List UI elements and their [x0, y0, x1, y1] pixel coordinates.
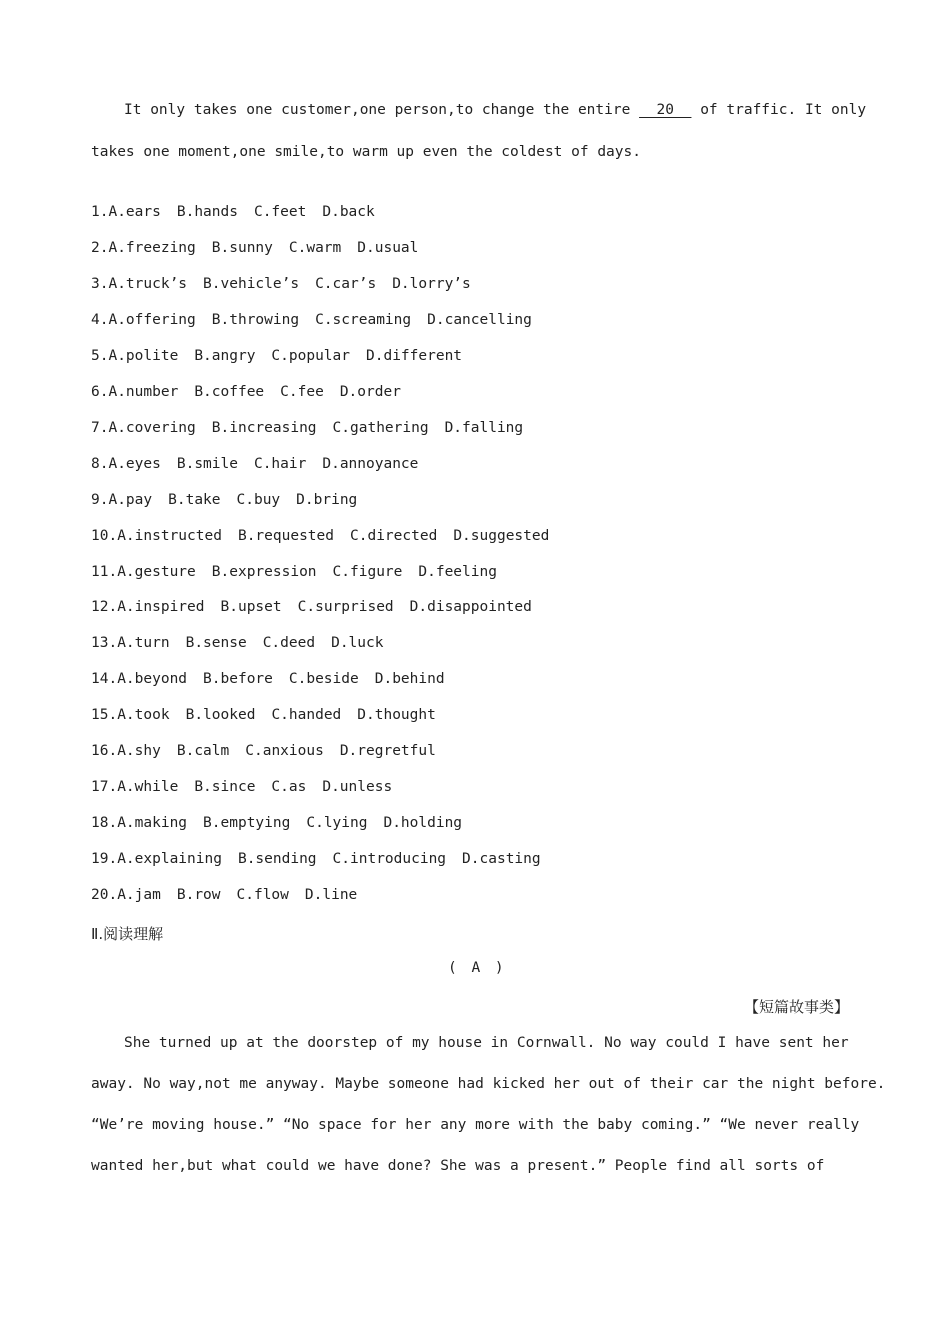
- option-d: D.disappointed: [409, 599, 532, 616]
- option-b: B.looked: [185, 707, 256, 724]
- option-a: A.freezing: [108, 239, 196, 256]
- option-b: B.calm: [176, 743, 230, 760]
- question-row: [91, 779, 392, 795]
- question-row: [91, 456, 418, 472]
- question-number: 16.: [91, 743, 118, 760]
- option-d: D.regretful: [339, 743, 436, 760]
- option-c: C.warm: [288, 239, 342, 256]
- passage-line-3: “We’re moving house.” “No space for her any more with the baby coming.” “We never really: [91, 1117, 860, 1133]
- option-b: B.throwing: [211, 311, 300, 328]
- option-d: D.different: [366, 347, 463, 364]
- option-d: D.falling: [444, 419, 524, 436]
- answer-blank: 20: [639, 102, 692, 118]
- option-c: C.car’s: [315, 275, 377, 292]
- option-a: A.offering: [108, 311, 196, 328]
- option-c: C.figure: [332, 563, 403, 580]
- question-number: 10.: [91, 527, 118, 544]
- option-d: D.annoyance: [322, 455, 419, 472]
- option-a: A.jam: [117, 887, 161, 904]
- question-number: 20.: [91, 887, 118, 904]
- option-a: A.covering: [108, 419, 196, 436]
- question-row: [91, 276, 471, 292]
- option-a: A.beyond: [117, 671, 188, 688]
- part-label: ( A ): [448, 960, 504, 976]
- option-c: C.buy: [236, 491, 281, 508]
- question-number: 14.: [91, 671, 118, 688]
- option-b: B.angry: [194, 347, 256, 364]
- option-a: A.ears: [108, 204, 161, 220]
- question-number: 8.: [91, 455, 109, 472]
- option-c: C.gathering: [332, 419, 429, 436]
- option-d: D.casting: [462, 851, 541, 868]
- option-c: C.hair: [253, 455, 307, 472]
- question-row: [91, 312, 532, 328]
- question-number: 19.: [91, 851, 118, 868]
- passage-line-2: away. No way,not me anyway. Maybe someone had kicked her out of their car the night before.: [91, 1076, 886, 1092]
- question-row: [91, 204, 375, 220]
- option-a: A.explaining: [117, 851, 222, 868]
- option-c: C.handed: [271, 707, 342, 724]
- question-number: 2.: [91, 239, 109, 256]
- question-number: 17.: [91, 779, 118, 796]
- question-number: 15.: [91, 707, 118, 724]
- option-b: B.smile: [176, 455, 238, 472]
- question-number: 12.: [91, 599, 118, 616]
- passage-line-4: wanted her,but what could we have done? She was a present.” People find all sorts of: [91, 1158, 825, 1174]
- option-a: A.polite: [108, 347, 179, 364]
- option-d: D.feeling: [418, 563, 497, 580]
- option-d: D.cancelling: [427, 311, 532, 328]
- option-d: D.bring: [296, 491, 358, 508]
- option-c: C.introducing: [332, 851, 447, 868]
- option-c: C.directed: [350, 527, 438, 544]
- option-b: B.before: [203, 671, 273, 688]
- question-row: [91, 528, 549, 544]
- option-a: A.truck’s: [108, 275, 188, 292]
- question-number: 6.: [91, 383, 109, 400]
- question-row: [91, 240, 418, 256]
- question-row: [91, 420, 523, 436]
- option-b: B.sense: [185, 635, 247, 652]
- option-c: C.screaming: [315, 311, 412, 328]
- option-d: D.lorry’s: [392, 275, 471, 292]
- option-a: A.inspired: [117, 599, 205, 616]
- option-a: A.shy: [117, 743, 161, 760]
- question-row: [91, 564, 497, 580]
- question-row: [91, 851, 541, 867]
- intro-line-1: [124, 102, 866, 118]
- option-b: B.sunny: [211, 239, 273, 256]
- option-c: C.flow: [236, 887, 289, 904]
- question-number: 9.: [91, 491, 109, 508]
- option-b: B.vehicle’s: [203, 275, 300, 292]
- option-a: A.number: [108, 383, 179, 400]
- option-b: B.since: [194, 779, 256, 796]
- option-d: D.thought: [357, 707, 436, 724]
- passage-line-1: She turned up at the doorstep of my house in Cornwall. No way could I have sent her: [124, 1035, 849, 1051]
- option-b: B.sending: [237, 851, 317, 868]
- option-d: D.unless: [322, 779, 393, 796]
- question-number: 18.: [91, 815, 118, 832]
- option-c: C.popular: [271, 347, 350, 364]
- option-a: A.took: [117, 707, 170, 724]
- option-d: D.line: [304, 887, 358, 904]
- question-row: [91, 743, 436, 759]
- section-heading: Ⅱ.阅读理解: [91, 925, 164, 943]
- question-row: [91, 348, 462, 364]
- option-c: C.beside: [288, 671, 359, 688]
- option-a: A.while: [117, 779, 179, 796]
- option-c: C.surprised: [297, 599, 394, 616]
- option-a: A.eyes: [108, 455, 161, 472]
- option-d: D.behind: [374, 671, 445, 688]
- option-b: B.expression: [211, 563, 317, 580]
- question-number: 13.: [91, 635, 118, 652]
- option-d: D.suggested: [453, 527, 550, 544]
- intro-line-2: takes one moment,one smile,to warm up even the coldest of days.: [91, 144, 641, 160]
- option-b: B.row: [176, 887, 221, 904]
- question-row: [91, 707, 436, 723]
- option-c: C.as: [271, 779, 307, 796]
- question-row: [91, 635, 383, 651]
- question-number: 5.: [91, 347, 109, 364]
- question-number: 3.: [91, 275, 109, 292]
- option-a: A.making: [117, 815, 188, 832]
- option-b: B.coffee: [194, 383, 265, 400]
- option-a: A.turn: [117, 635, 170, 652]
- option-d: D.order: [339, 383, 401, 400]
- option-b: B.take: [168, 491, 221, 508]
- option-b: B.increasing: [211, 419, 317, 436]
- option-a: A.instructed: [117, 527, 222, 544]
- intro-text-after: of traffic. It only: [700, 102, 867, 118]
- option-d: D.holding: [383, 815, 463, 832]
- option-a: A.gesture: [117, 563, 196, 580]
- option-b: B.emptying: [203, 815, 291, 832]
- option-b: B.upset: [220, 599, 282, 616]
- option-c: C.anxious: [245, 743, 324, 760]
- question-number: 7.: [91, 419, 109, 436]
- option-b: B.requested: [237, 527, 334, 544]
- intro-text-before: It only takes one customer,one person,to change the entire: [124, 102, 631, 118]
- option-c: C.deed: [262, 635, 316, 652]
- question-number: 1.: [91, 204, 109, 220]
- question-number: 4.: [91, 311, 109, 328]
- question-row: [91, 887, 357, 903]
- question-number: 11.: [91, 563, 118, 580]
- option-c: C.lying: [306, 815, 368, 832]
- option-c: C.feet: [253, 204, 307, 220]
- option-a: A.pay: [108, 491, 153, 508]
- question-row: [91, 815, 462, 831]
- question-row: [91, 492, 357, 508]
- option-b: B.hands: [176, 204, 238, 220]
- option-d: D.back: [322, 204, 375, 220]
- option-c: C.fee: [280, 383, 324, 400]
- question-row: [91, 599, 532, 615]
- option-d: D.usual: [357, 239, 419, 256]
- question-row: [91, 384, 401, 400]
- option-d: D.luck: [331, 635, 384, 652]
- category-label: 【短篇故事类】: [744, 998, 850, 1016]
- question-row: [91, 671, 445, 687]
